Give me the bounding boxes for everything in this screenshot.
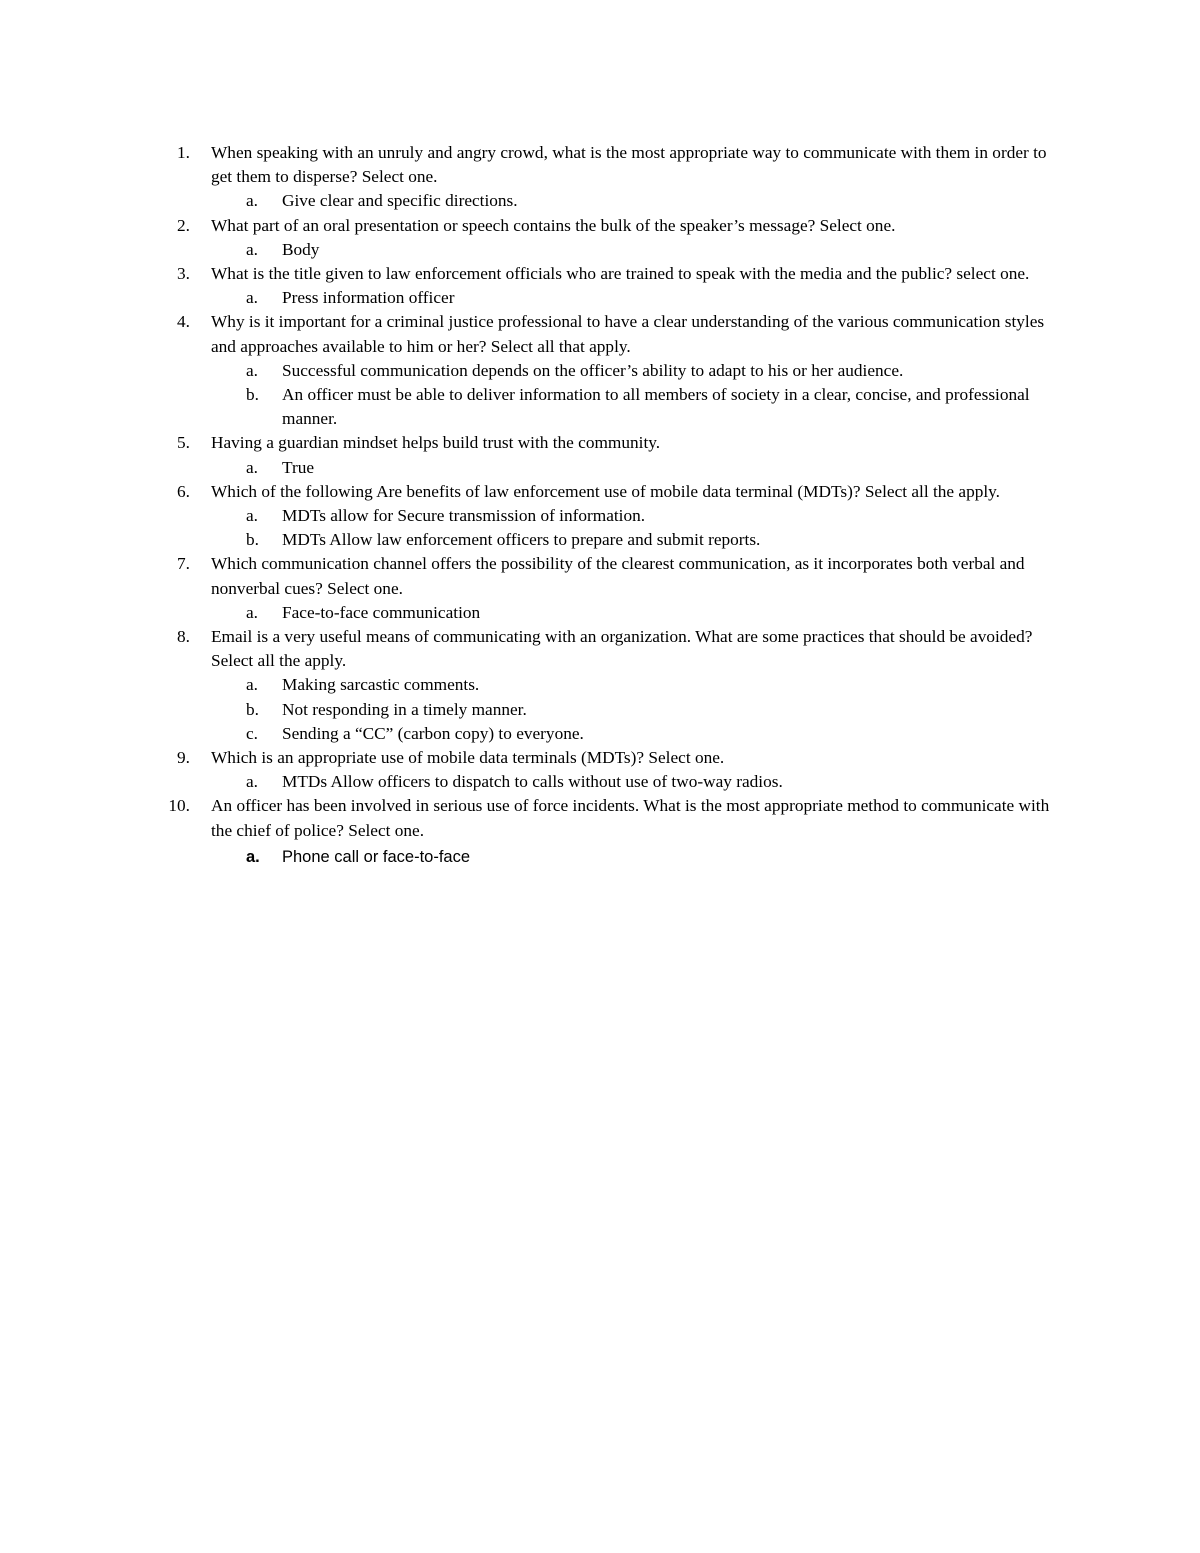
answer-letter: a.: [246, 457, 258, 477]
answer-letter: a.: [246, 360, 258, 380]
answer-text: MDTs allow for Secure transmission of information.: [282, 506, 646, 526]
question-text: Which of the following Are benefits of law enforcement use of mobile data terminal (MDTs)? Select all the apply.: [211, 481, 1000, 501]
question-item: [0, 625, 1071, 673]
answer-item: [0, 528, 1062, 552]
question-number: 4.: [177, 312, 190, 332]
answer-text: Press information officer: [282, 288, 455, 308]
answer-item: [0, 383, 1062, 431]
answer-item: [0, 504, 1062, 528]
answer-item: [0, 189, 1062, 213]
answer-text: MDTs Allow law enforcement officers to prepare and submit reports.: [282, 530, 761, 550]
answer-letter: a.: [246, 602, 258, 622]
question-number: 6.: [177, 481, 190, 501]
answer-text: Face-to-face communication: [282, 602, 481, 622]
question-text: What part of an oral presentation or speech contains the bulk of the speaker’s message? Select one.: [211, 215, 896, 235]
question-number: 1.: [177, 143, 190, 162]
answer-text: True: [282, 457, 315, 477]
question-item: [0, 480, 1071, 504]
answer-text: Making sarcastic comments.: [282, 675, 480, 695]
question-item: [0, 794, 1071, 842]
question-item: [0, 552, 1071, 600]
document-page: [0, 141, 1200, 871]
question-item: [0, 746, 1071, 770]
answer-letter: a.: [246, 191, 258, 211]
answer-letter: b.: [246, 385, 259, 405]
question-text: When speaking with an unruly and angry crowd, what is the most appropriate way to communicate with them in order to get them to disperse? Select one.: [211, 143, 1047, 187]
question-text: An officer has been involved in serious use of force incidents. What is the most appropriate method to communicate with the chief of police? Select one.: [211, 796, 1050, 840]
answer-item: [0, 601, 1062, 625]
question-item: [0, 431, 1071, 455]
question-text: Which is an appropriate use of mobile data terminals (MDTs)? Select one.: [211, 748, 725, 768]
answer-text: Body: [282, 239, 320, 259]
answer-letter: a.: [246, 772, 258, 792]
answer-item: [0, 238, 1062, 262]
answer-item: [0, 673, 1062, 697]
question-number: 2.: [177, 215, 190, 235]
question-number: 7.: [177, 554, 190, 574]
answer-item: [0, 359, 1062, 383]
answer-item: [0, 698, 1062, 722]
answer-item: [0, 843, 1062, 871]
question-text: What is the title given to law enforcement officials who are trained to speak with the media and the public? select one.: [211, 264, 1030, 284]
answer-text: Sending a “CC” (carbon copy) to everyone.: [282, 723, 584, 743]
answer-text: Give clear and specific directions.: [282, 191, 518, 211]
answer-text: Successful communication depends on the officer’s ability to adapt to his or her audience.: [282, 360, 904, 380]
question-item: [0, 310, 1071, 358]
question-text: Why is it important for a criminal justice professional to have a clear understanding of the various communication styles and approaches available to him or her? Select all that apply.: [211, 312, 1045, 356]
question-number: 3.: [177, 264, 190, 284]
question-number: 10.: [168, 796, 190, 816]
question-text: Email is a very useful means of communicating with an organization. What are some practices that should be avoided? Select all the apply.: [211, 627, 1033, 671]
answer-letter: a.: [246, 675, 258, 695]
answer-text: Phone call or face-to-face: [282, 847, 471, 866]
answer-text: Not responding in a timely manner.: [282, 699, 527, 719]
question-item: [0, 141, 1071, 189]
answer-item: [0, 722, 1062, 746]
answer-letter: b.: [246, 530, 259, 550]
answer-letter: a.: [246, 506, 258, 526]
question-item: [0, 214, 1071, 238]
question-item: [0, 262, 1071, 286]
answer-item: [0, 286, 1062, 310]
question-number: 5.: [177, 433, 190, 453]
question-number: 8.: [177, 627, 190, 647]
answer-letter: c.: [246, 723, 258, 743]
answer-letter: b.: [246, 699, 259, 719]
answer-item: [0, 770, 1062, 794]
answer-letter: a.: [246, 239, 258, 259]
question-text: Having a guardian mindset helps build trust with the community.: [211, 433, 661, 453]
answer-item: [0, 456, 1062, 480]
question-text: Which communication channel offers the possibility of the clearest communication, as it incorporates both verbal and nonverbal cues? Select one.: [211, 554, 1025, 598]
answer-text: MTDs Allow officers to dispatch to calls without use of two-way radios.: [282, 772, 783, 792]
answer-text: An officer must be able to deliver information to all members of society in a clear, concise, and professional manner.: [282, 385, 1030, 429]
question-number: 9.: [177, 748, 190, 768]
answer-letter: a.: [246, 288, 258, 308]
answer-letter: a.: [246, 847, 260, 866]
